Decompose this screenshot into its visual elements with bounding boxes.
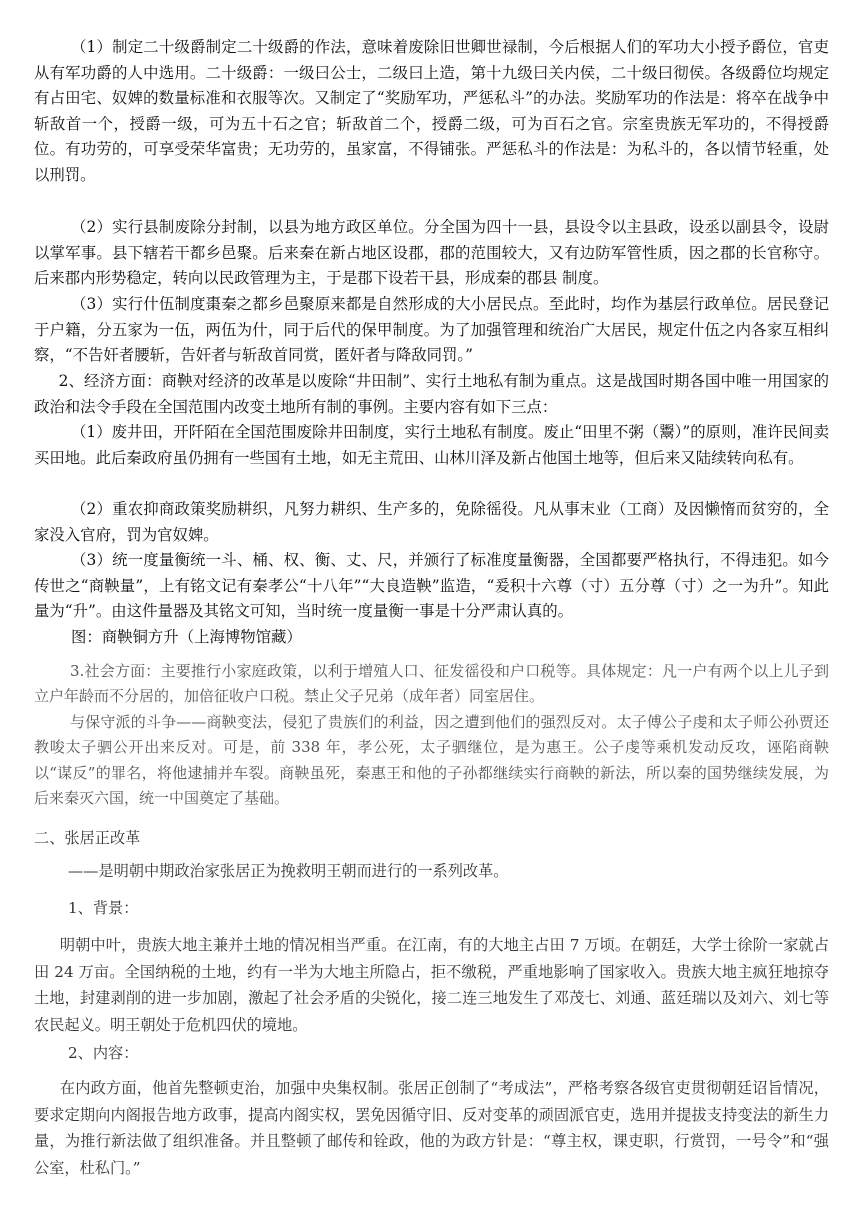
- section-subtitle: ——是明朝中期政治家张居正为挽救明王朝而进行的一系列改革。: [68, 862, 509, 880]
- paragraph-rank-system: （1）制定二十级爵制定二十级爵的作法，意味着废除旧世卿世禄制，今后根据人们的军功大小授予爵位，官吏从有军功爵的人中选用。二十级爵：一级曰公士，二级曰上造，第十九级曰关内侯，二十级曰彻侯。各级爵位均规定有占田宅、奴婢的数量标准和衣服等次。又制定了“奖励军功，严惩私斗”的办法。奖励军功的作法是：将卒在战争中斩敌首一个，授爵一级，可为五十石之官；斩敌首二个，授爵二级，可为百石之官。宗室贵族无军功的，不得授爵位。有功劳的，可享受荣华富贵；无功劳的，虽家富，不得铺张。严惩私斗的作法是：为私斗的，各以情节轻重，处以刑罚。: [34, 38, 829, 184]
- paragraph-shiwu-system: （3）实行什伍制度棗秦之都乡邑聚原来都是自然形成的大小居民点。至此时，均作为基层行政单位。居民登记于户籍，分五家为一伍，两伍为什，同于后代的保甲制度。为了加强管理和统治广大居民，规定什伍之内各家互相纠察，“不告奸者腰斩，告奸者与斩敌首同赏，匿奸者与降敌同罚。”: [34, 295, 829, 365]
- subheading-content: 2、内容：: [68, 1044, 139, 1062]
- section-heading-zhang-juzheng: 二、张居正改革: [34, 829, 141, 847]
- paragraph-background: 明朝中叶，贵族大地主兼并土地的情况相当严重。在江南，有的大地主占田 7 万顷。在朝廷，大学士徐阶一家就占田 24 万亩。全国纳税的土地，约有一半为大地主所隐占，拒不缴税，严重地影响了国家收入。贵族大地主疯狂地掠夺土地，封建剥削的进一步加剧，激起了社会矛盾的尖锐化，接二连三地发生了邓茂七、刘通、蓝廷瑞以及刘六、刘七等农民起义。明王朝处于危机四伏的境地。: [34, 936, 829, 1034]
- paragraph-conservative-struggle: 与保守派的斗争——商鞅变法，侵犯了贵族们的利益，因之遭到他们的强烈反对。太子傅公子虔和太子师公孙贾还教唆太子驷公开出来反对。可是，前 338 年，孝公死，太子驷继位，是为惠王。公子虔等乘机发动反攻，诬陷商鞅以“谋反”的罪名，将他逮捕并车裂。商鞅虽死，秦惠王和他的子孙都继续实行商鞅的新法，所以秦的国势继续发展，为后来秦灭六国，统一中国奠定了基础。: [34, 713, 829, 808]
- figure-caption: 图：商鞅铜方升（上海博物馆藏）: [70, 628, 302, 646]
- subheading-background: 1、背景：: [68, 899, 139, 917]
- paragraph-land-reform: （1）废井田，开阡陌在全国范围废除井田制度，实行土地私有制度。废止“田里不粥（鬻）”的原则，准许民间卖买田地。此后秦政府虽仍拥有一些国有土地，如无主荒田、山林川泽及新占他国土地等，但后来又陆续转向私有。: [34, 423, 829, 467]
- paragraph-measures-unification: （3）统一度量衡统一斗、桶、权、衡、丈、尺，并颁行了标准度量衡器，全国都要严格执行，不得违犯。如今传世之“商鞅量”，上有铭文记有秦孝公“十八年”“大良造鞅”监造，“爰积十六尊（寸）五分尊（寸）之一为升”。知此量为“升”。由这件量器及其铭文可知，当时统一度量衡一事是十分严肃认真的。: [34, 551, 829, 621]
- paragraph-economy-reform: 2、经济方面：商鞅对经济的改革是以废除“井田制”、实行土地私有制为重点。这是战国时期各国中唯一用国家的政治和法令手段在全国范围内改变土地所有制的事例。主要内容有如下三点：: [34, 372, 829, 416]
- paragraph-agriculture-policy: （2）重农抑商政策奖励耕织，凡努力耕织、生产多的，免除徭役。凡从事末业（工商）及因懒惰而贫穷的，全家没入官府，罚为官奴婢。: [34, 500, 829, 544]
- paragraph-social-policy: 3.社会方面：主要推行小家庭政策，以利于增殖人口、征发徭役和户口税等。具体规定：凡一户有两个以上儿子到立户年龄而不分居的，加倍征收户口税。禁止父子兄弟（成年者）同室居住。: [34, 662, 829, 706]
- paragraph-county-system: （2）实行县制废除分封制，以县为地方政区单位。分全国为四十一县，县设令以主县政，设丞以副县令，设尉以掌军事。县下辖若干都乡邑聚。后来秦在新占地区设郡，郡的范围较大，又有边防军管性质，因之郡的长官称守。后来郡内形势稳定，转向以民政管理为主，于是郡下设若干县，形成秦的郡县 制度。: [34, 218, 829, 288]
- paragraph-content: 在内政方面，他首先整顿吏治，加强中央集权制。张居正创制了“考成法”，严格考察各级官吏贯彻朝廷诏旨情况，要求定期向内阁报告地方政事，提高内阁实权，罢免因循守旧、反对变革的顽固派官吏，选用并提拔支持变法的新生力量，为推行新法做了组织准备。并且整顿了邮传和铨政，他的为政方针是：“尊主权，课吏职，行赏罚，一号令”和“强公室，杜私门。”: [34, 1079, 829, 1177]
